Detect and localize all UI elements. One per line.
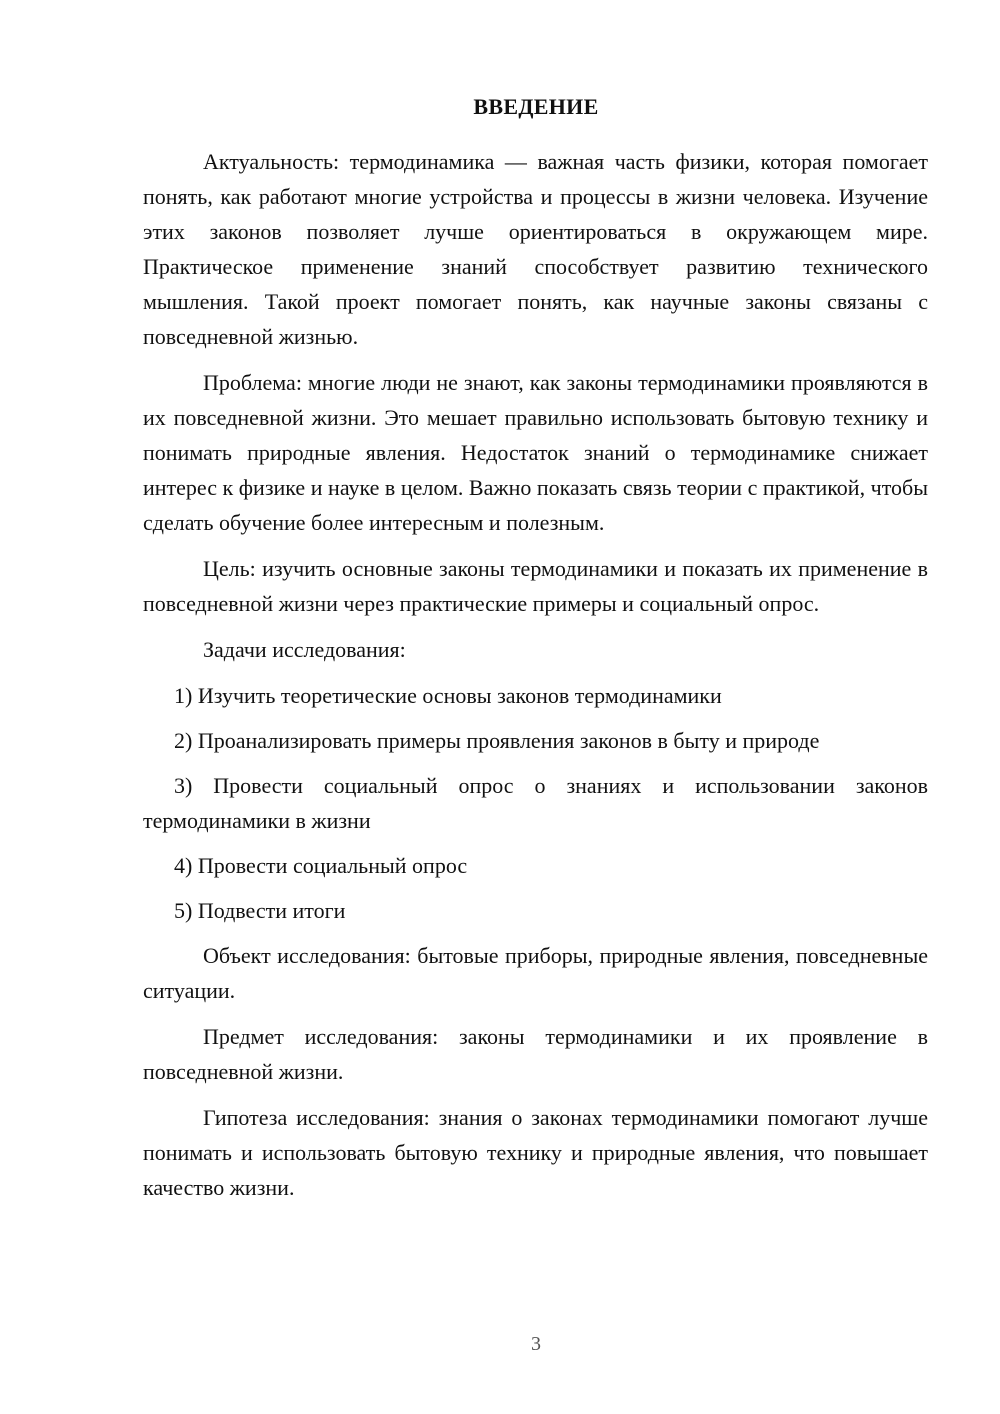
- subject-paragraph: Предмет исследования: законы термодинамики и их проявление в повседневной жизни.: [143, 1024, 928, 1084]
- task-item: 2) Проанализировать примеры проявления законов в быту и природе: [174, 728, 820, 753]
- task-item: 1) Изучить теоретические основы законов термодинамики: [174, 683, 722, 708]
- page-number: 3: [531, 1333, 541, 1355]
- task-item: 4) Провести социальный опрос: [174, 853, 468, 878]
- hypothesis-paragraph: Гипотеза исследования: знания о законах термодинамики помогают лучше понимать и использовать бытовую технику и природные явления, что повышает качество жизни.: [143, 1105, 928, 1200]
- task-item: 3) Провести социальный опрос о знаниях и использовании законов термодинамики в жизни: [143, 773, 928, 833]
- problem-paragraph: Проблема: многие люди не знают, как законы термодинамики проявляются в их повседневной жизни. Это мешает правильно использовать бытовую технику и понимать природные явления. Недостаток знаний о термодинамике снижает интерес к физике и науке в целом. Важно показать связь теории с практикой, чтобы сделать обучение более интересным и полезным.: [143, 370, 928, 535]
- tasks-heading: Задачи исследования:: [203, 637, 406, 662]
- relevance-paragraph: Актуальность: термодинамика — важная часть физики, которая помогает понять, как работают многие устройства и процессы в жизни человека. Изучение этих законов позволяет лучше ориентироваться в окружающем мире. Практическое применение знаний способствует развитию технического мышления. Такой проект помогает понять, как научные законы связаны с повседневной жизнью.: [143, 149, 928, 349]
- goal-paragraph: Цель: изучить основные законы термодинамики и показать их применение в повседневной жизни через практические примеры и социальный опрос.: [143, 556, 928, 616]
- object-paragraph: Объект исследования: бытовые приборы, природные явления, повседневные ситуации.: [143, 943, 928, 1003]
- document-body: [143, 144, 928, 1216]
- section-title: ВВЕДЕНИЕ: [473, 94, 599, 119]
- task-item: 5) Подвести итоги: [174, 898, 346, 923]
